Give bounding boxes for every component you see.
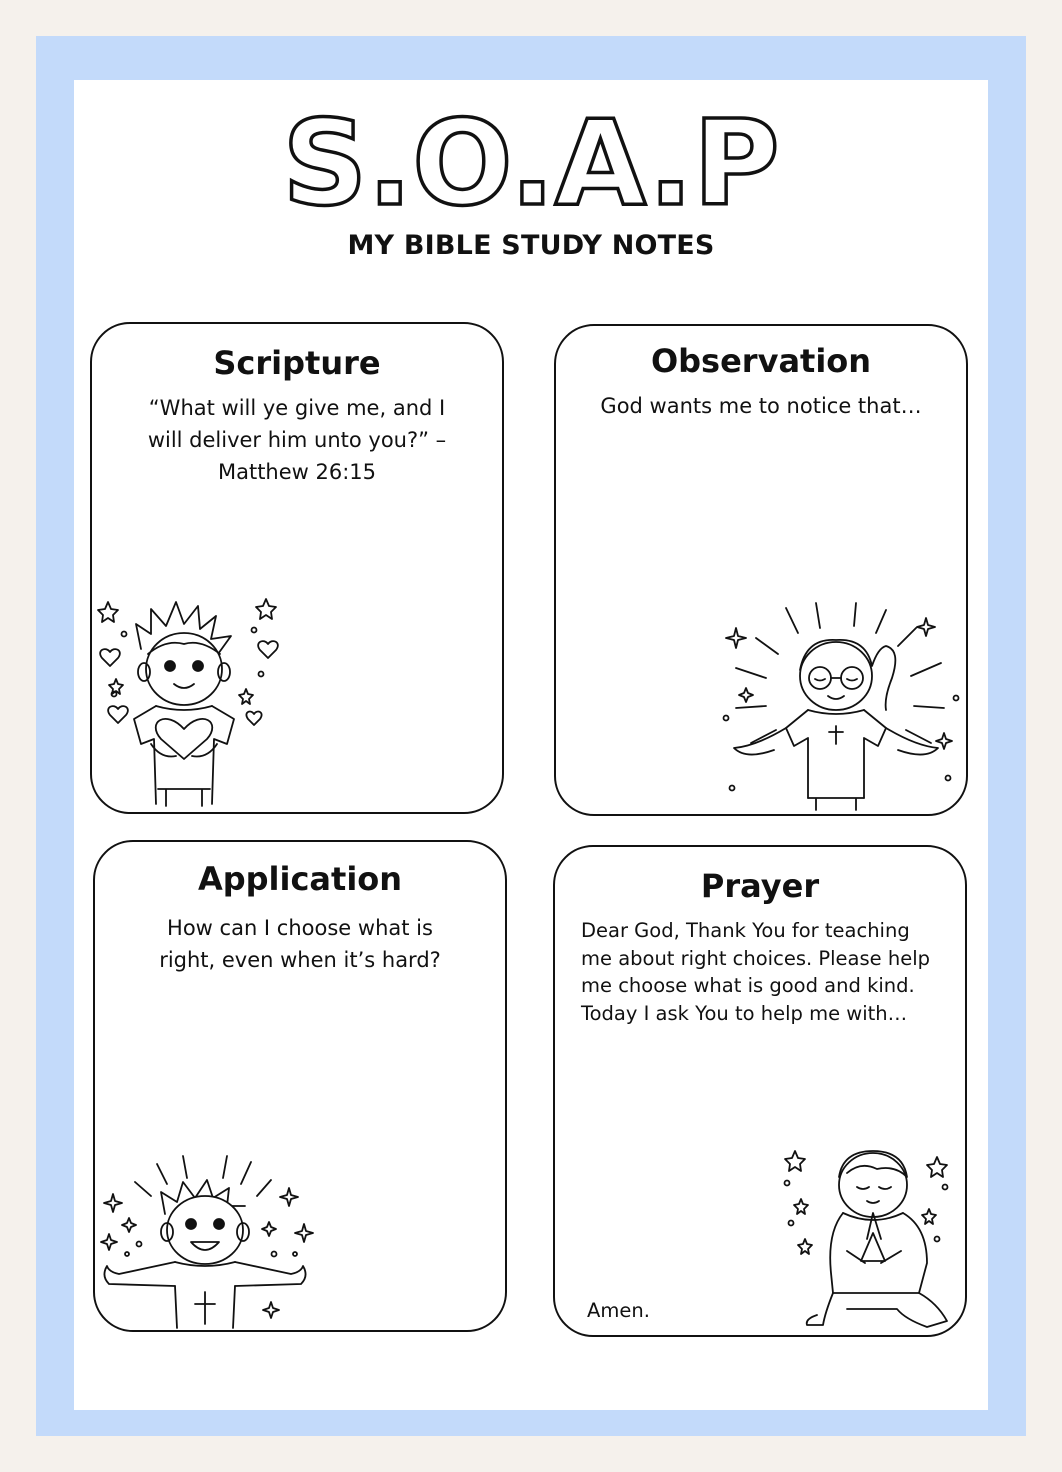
application-line: right, even when it’s hard?: [159, 948, 441, 972]
page-subtitle: MY BIBLE STUDY NOTES: [347, 230, 715, 261]
prayer-line: Today I ask You to help me with…: [581, 1001, 908, 1025]
application-text: [111, 912, 489, 976]
praying-boy-illustration: [777, 1143, 957, 1333]
application-heading: Application: [197, 860, 403, 898]
page-title: [0, 96, 1062, 226]
prayer-line: me about right choices. Please help: [581, 946, 931, 970]
application-card: [93, 840, 507, 1332]
scripture-card: [90, 322, 504, 814]
prayer-line: me choose what is good and kind.: [581, 974, 915, 997]
girl-with-glasses-illustration: [716, 598, 966, 813]
page-title-text: S.O.A.P: [282, 96, 780, 226]
observation-heading: Observation: [650, 342, 872, 380]
prayer-line: Dear God, Thank You for teaching: [581, 919, 910, 942]
scripture-line: will deliver him unto you?” –: [147, 428, 447, 452]
observation-card: [554, 324, 968, 816]
scripture-heading: Scripture: [213, 344, 381, 382]
boy-holding-heart-illustration: [96, 594, 296, 809]
application-line: How can I choose what is: [167, 916, 433, 940]
observation-line: God wants me to notice that…: [600, 394, 922, 418]
prayer-heading: Prayer: [700, 867, 820, 905]
scripture-text: [112, 392, 482, 488]
prayer-closing: Amen.: [587, 1299, 650, 1322]
observation-text: [572, 390, 950, 422]
prayer-card: [553, 845, 967, 1337]
cheering-boy-illustration: [99, 1154, 327, 1330]
scripture-line: “What will ye give me, and I: [148, 396, 446, 420]
prayer-text: [581, 917, 947, 1027]
scripture-line: Matthew 26:15: [217, 460, 377, 484]
